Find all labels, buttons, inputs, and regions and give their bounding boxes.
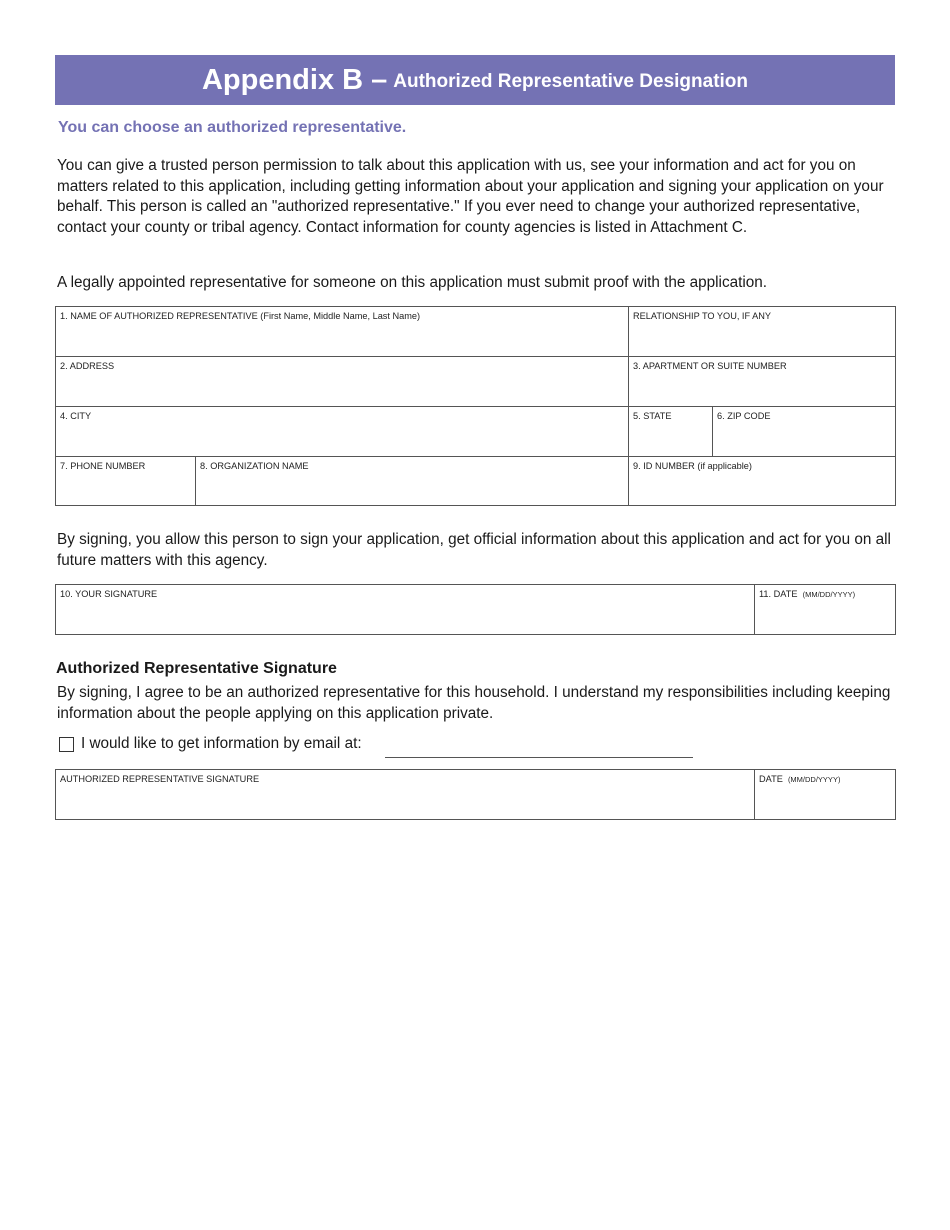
legal-note: A legally appointed representative for someone on this application must submit proof with the application. [57, 274, 768, 291]
your-date-format: (MM/DD/YYYY) [802, 590, 856, 599]
rep-signature-paragraph: By signing, I agree to be an authorized representative for this household. I understand my responsibilities including keeping information about the people applying on this application private. [57, 684, 891, 722]
appendix-title: Appendix B – [201, 63, 388, 96]
your-signature-table [55, 584, 896, 635]
email-option [59, 735, 362, 753]
organization-label: 8. ORGANIZATION NAME [200, 461, 309, 471]
zip-label: 6. ZIP CODE [717, 411, 771, 421]
relationship-label: RELATIONSHIP TO YOU, IF ANY [633, 311, 772, 321]
page-header [55, 55, 895, 105]
representative-info-table [55, 306, 896, 506]
rep-signature-label: AUTHORIZED REPRESENTATIVE SIGNATURE [60, 774, 260, 784]
organization-field[interactable] [196, 457, 629, 506]
email-checkbox-label: I would like to get information by email at: [81, 735, 362, 752]
your-date-label: 11. DATE [759, 589, 798, 599]
relationship-field[interactable] [629, 307, 896, 357]
your-signature-label: 10. YOUR SIGNATURE [60, 589, 158, 599]
intro-heading: You can choose an authorized representative. [58, 119, 407, 136]
rep-date-format: (MM/DD/YYYY) [787, 775, 841, 784]
intro-paragraph: You can give a trusted person permission to talk about this application with us, see your information and act for you on matters related to this application, including getting information about your application and signing your application on your behalf. This person is called an "authorized representative." If you ever need to change your authorized representative, contact your county or tribal agency. Contact information for county agencies is listed in Attachment C. [57, 157, 884, 236]
zip-field[interactable] [713, 407, 896, 457]
state-label: 5. STATE [633, 411, 672, 421]
city-label: 4. CITY [60, 411, 92, 421]
your-date-field[interactable] [755, 585, 896, 635]
apartment-label: 3. APARTMENT OR SUITE NUMBER [633, 361, 787, 371]
city-field[interactable] [56, 407, 629, 457]
rep-signature-field[interactable] [56, 770, 755, 820]
rep-date-label: DATE [759, 774, 783, 784]
address-field[interactable] [56, 357, 629, 407]
email-checkbox[interactable] [59, 737, 74, 752]
phone-field[interactable] [56, 457, 196, 506]
id-number-field[interactable] [629, 457, 896, 506]
consent-paragraph: By signing, you allow this person to sign your application, get official information about this application and act for you on all future matters with this agency. [57, 531, 891, 569]
address-label: 2. ADDRESS [60, 361, 115, 371]
rep-signature-heading: Authorized Representative Signature [56, 660, 337, 677]
rep-name-field[interactable] [56, 307, 629, 357]
state-field[interactable] [629, 407, 713, 457]
appendix-subtitle: Authorized Representative Designation [393, 71, 749, 92]
id-number-label: 9. ID NUMBER (if applicable) [633, 461, 752, 471]
phone-label: 7. PHONE NUMBER [60, 461, 146, 471]
rep-name-label: 1. NAME OF AUTHORIZED REPRESENTATIVE (First Name, Middle Name, Last Name) [60, 311, 421, 321]
email-input-line[interactable] [385, 757, 693, 758]
rep-signature-table [55, 769, 896, 820]
apartment-field[interactable] [629, 357, 896, 407]
rep-date-field[interactable] [755, 770, 896, 820]
your-signature-field[interactable] [56, 585, 755, 635]
